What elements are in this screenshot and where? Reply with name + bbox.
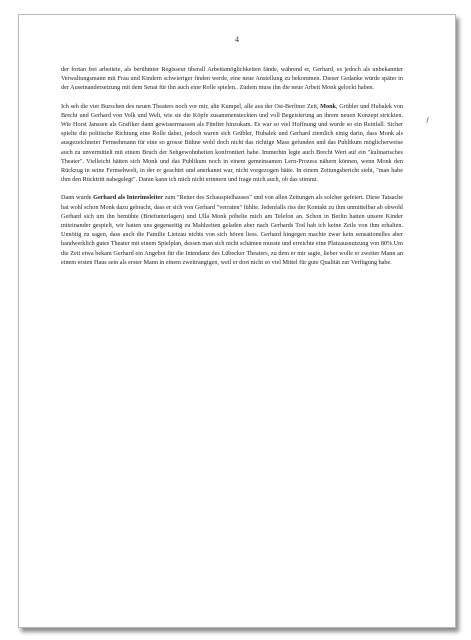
paragraph-3	[61, 193, 403, 267]
paragraph-2	[61, 102, 403, 185]
document-page	[18, 14, 456, 628]
bold-name-monk: Monk	[320, 102, 336, 110]
paragraph-text: zum "Retter des Schauspielhauses" und von allen Zeitungen als solcher gefeiert. Diese Tatsache hat wohl schon Monk dazu gebracht, dass er sich von Gerhard "verraten" fühlte. Jedenfalls riss der Kontakt zu ihm unmittelbar ab obwohl Gerhard sich um ihn bemühte (Briefunterlagen) und Ulla Monk pöbelte mich am Telefon an. Schon in Berlin hatten unsere Kinder miteinander gespielt, wir hatten uns gegenseitig zu Mahlzeiten geladen aber nach Gerhards Tod hab ich keine Zeile von ihm erhalten. Unnötig zu sagen, dass auch die Familie Lietzau nichts von sich hören liess. Gerhard hingegen machte zwar kein sensationelles aber handwerklich gutes Theater mit einem Spielplan, dessen man sich nicht schämen musste und erreichte eine Platzausnutzung von 80%.Um die Zeit etwa bekam Gerhard ein Angebot für die Intendanz des Lübecker Theaters, zu dem er mir sagte, lieber wolle er zweiter Mann an einem ersten Haus sein als erster Mann in einem zweitrangigen, weil er dort nicht so viel Mittel für gute Qualität zur Verfügung habe.	[61, 194, 404, 266]
paragraph-text: der fortan frei arbeitete, als berühmter Regisseur überall Arbeitsmöglichkeiten fände, während er, Gerhard, es jedoch als unbekannter Verwaltungsmann mit Frau und Kindern schwieriger finden werde, eine neue Anstellung zu bekommen. Dieser Gedanke würde später in der Auseinandersetzung mit dem Senat für ihn auch eine Rolle spielen.. Zudem muss ihn die neue Arbeit Monk gelockt haben.	[61, 66, 403, 92]
paragraph-text: Dann wurde	[61, 194, 94, 202]
page-number: 4	[235, 35, 239, 44]
document-body	[61, 65, 403, 276]
paragraph-text: Ich seh die vier Burschen des neuen Theaters noch vor mir, alte Kumpel, alle aus der Ost-Berliner Zeit,	[61, 102, 321, 110]
paragraph-1	[61, 65, 403, 93]
bold-phrase-interimsleiter: Gerhard als Interimsleiter	[93, 194, 164, 202]
paragraph-text: , Grübler und Hubalek von Brecht und Gerhard von Volk und Welt, wie sie die Köpfe zusammensteckten und voll Begeisterung an ihrem neuen Konzept strickten. Wie Horst Janssen als Grafiker dann gewissermassen als Fünfter hinzukam. Es war so viel Hoffnung und wurde so ein Reinfall. Sicher spielte die politische Richtung eine Rolle dabei, jedoch waren sich Grübler, Hubalek und Gerhard ziemlich einig darin, dass Monk als ausgezeichneter Fernsehmann für eine so grosse Bühne wohl doch nicht das richtige Mass gefunden und das Publikum möglicherweise auch zu unvermittelt mit einem Bruch der Sehgewohnheiten konfrontiert habe. Immerhin legte auch Brecht Wert auf ein "kulinarisches Theater". Vielleicht hätten sich Monk und das Publikum noch in einem gemeinsamen Lern-Prozess nähern können, wenn Monk den Rückzug in seine Fernsehwelt, in der er geachtet und anerkannt war, nicht vorgezogen hätte. In einem Zeitungsbericht steht, "man habe ihm den Rücktritt nahegelegt". Daran kann ich mich nicht erinnern und frage mich auch, ob das stimmt.	[61, 102, 403, 184]
margin-pen-mark	[426, 117, 429, 123]
